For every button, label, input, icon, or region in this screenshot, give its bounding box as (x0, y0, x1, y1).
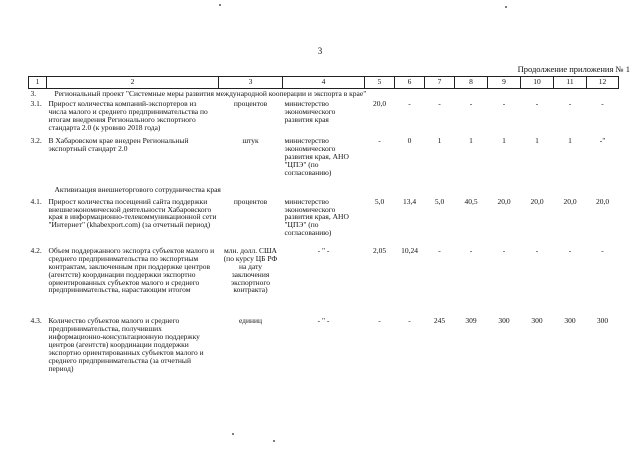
responsible-body: - " - (317, 316, 330, 326)
responsible-body: министерство экономического развития края (284, 98, 336, 124)
value-cell: 300 (596, 316, 609, 326)
row-number: 3.1. (30, 98, 42, 108)
value-cell: 300 (564, 316, 576, 326)
value-cell: - (601, 98, 604, 108)
appendix-label: Продолжение приложения № 1 (517, 64, 630, 74)
indicator-unit: процентов (233, 196, 268, 206)
header-cell: 7 (425, 77, 455, 89)
value-cell: 40,5 (464, 196, 478, 206)
value-cell: - (601, 246, 604, 255)
indicator-name: Объем поддержанного экспорта субъектов малого и среднего предпринимательства по экспортным контрактам, заключенным при поддержке центров (агентств) координации поддержки экспортно ориентированных субъектов малого и среднего предпринимательства, нарастающим итогом (48, 246, 215, 295)
value-cell: - (535, 246, 539, 255)
table-row (29, 238, 619, 295)
header-cell: 5 (365, 77, 395, 89)
indicator-unit: млн. долл. США (по курсу ЦБ РФ на дату заключения экспортного контракта) (223, 246, 278, 295)
value-cell: 1 (502, 136, 506, 146)
indicator-name: В Хабаровском крае внедрен Региональный экспортный стандарт 2.0 (48, 136, 189, 154)
value-cell: 20,0 (372, 98, 387, 108)
row-number: 4.2. (30, 246, 42, 255)
value-cell: 10,24 (401, 246, 418, 255)
value-cell: 300 (531, 316, 543, 326)
table-row (29, 99, 619, 133)
responsible-body: - " - (317, 246, 330, 255)
header-cell: 12 (587, 77, 619, 89)
value-cell: 5,0 (374, 196, 385, 206)
value-cell: - (408, 98, 411, 108)
value-cell: - (535, 98, 539, 108)
value-cell: - (378, 316, 381, 326)
value-cell: - (568, 246, 572, 255)
table-header-row (29, 77, 619, 89)
header-cell: 1 (29, 77, 47, 89)
header-cell: 6 (395, 77, 425, 89)
header-cell: 8 (455, 77, 488, 89)
value-cell: - (438, 246, 441, 255)
value-cell: 5,0 (434, 196, 445, 206)
page-number: 3 (317, 46, 323, 56)
section-row (29, 178, 619, 195)
value-cell: 20,0 (563, 196, 577, 206)
indicator-name: Прирост количества компаний-экспортеров из числа малого и среднего предпринимательства по итогам внедрения Регионального экспортного стандарта 2.0 (к уровню 2018 года) (48, 98, 208, 132)
value-cell: - (469, 246, 473, 255)
header-cell: 9 (488, 77, 521, 89)
row-number: 4.1. (30, 196, 42, 206)
header-cell: 3 (219, 77, 283, 89)
value-cell: 245 (433, 316, 446, 326)
value-cell: - (502, 98, 506, 108)
table-row (29, 195, 619, 238)
value-cell: 2,05 (372, 246, 387, 255)
header-cell: 2 (47, 77, 219, 89)
section-row (29, 89, 619, 99)
table-row (29, 295, 619, 373)
row-number: 4.3. (30, 316, 42, 326)
value-cell: 13,4 (402, 196, 417, 206)
value-cell: 1 (469, 136, 473, 146)
scan-speck (232, 433, 234, 435)
section-number: 3. (30, 89, 37, 98)
scan-speck (219, 4, 221, 6)
value-cell: 1 (437, 136, 442, 146)
section-number (29, 178, 47, 195)
value-cell: -" (599, 136, 606, 146)
value-cell: 1 (535, 136, 539, 146)
value-cell: - (408, 316, 411, 326)
value-cell: 300 (498, 316, 510, 326)
value-cell: - (438, 98, 441, 108)
header-cell: 11 (554, 77, 587, 89)
value-cell: - (378, 136, 381, 146)
row-number: 3.2. (30, 136, 42, 146)
value-cell: 309 (465, 316, 477, 326)
section-title: Активизация внешнеторгового сотрудничества края (54, 184, 221, 194)
value-cell: - (469, 98, 473, 108)
responsible-body: министерство экономического развития края, АНО "ЦПЭ" (по согласованию) (284, 196, 349, 238)
value-cell: - (568, 98, 572, 108)
header-cell: 10 (521, 77, 554, 89)
scan-speck (273, 440, 275, 442)
scan-speck (505, 6, 507, 8)
indicator-name: Прирост количества посещений сайта поддержки внешнеэкономической деятельности Хабаровского края в информационно-телекоммуникационной сети "Интернет" (khabexport.com) (за отчетный период) (48, 196, 217, 230)
indicator-unit: штук (242, 136, 259, 146)
table-row (29, 132, 619, 177)
value-cell: 20,0 (595, 196, 610, 206)
indicator-unit: единиц (238, 316, 263, 326)
indicator-unit: процентов (233, 98, 268, 108)
value-cell: 1 (568, 136, 572, 146)
indicator-name: Количество субъектов малого и среднего предпринимательства, получивших информационно-консультационную поддержку центров (агентств) координации поддержки экспортно ориентированных субъектов малого и среднего предпринимательства (за отчетный период) (48, 316, 204, 373)
value-cell: 20,0 (497, 196, 511, 206)
indicators-table (28, 76, 619, 373)
section-title: Региональный проект "Системные меры развития международной кооперации и экспорта в крае" (54, 89, 367, 98)
responsible-body: министерство экономического развития края, АНО "ЦПЭ" (по согласованию) (284, 136, 349, 177)
header-cell: 4 (283, 77, 365, 89)
value-cell: 0 (407, 136, 412, 146)
value-cell: - (502, 246, 506, 255)
value-cell: 20,0 (530, 196, 544, 206)
